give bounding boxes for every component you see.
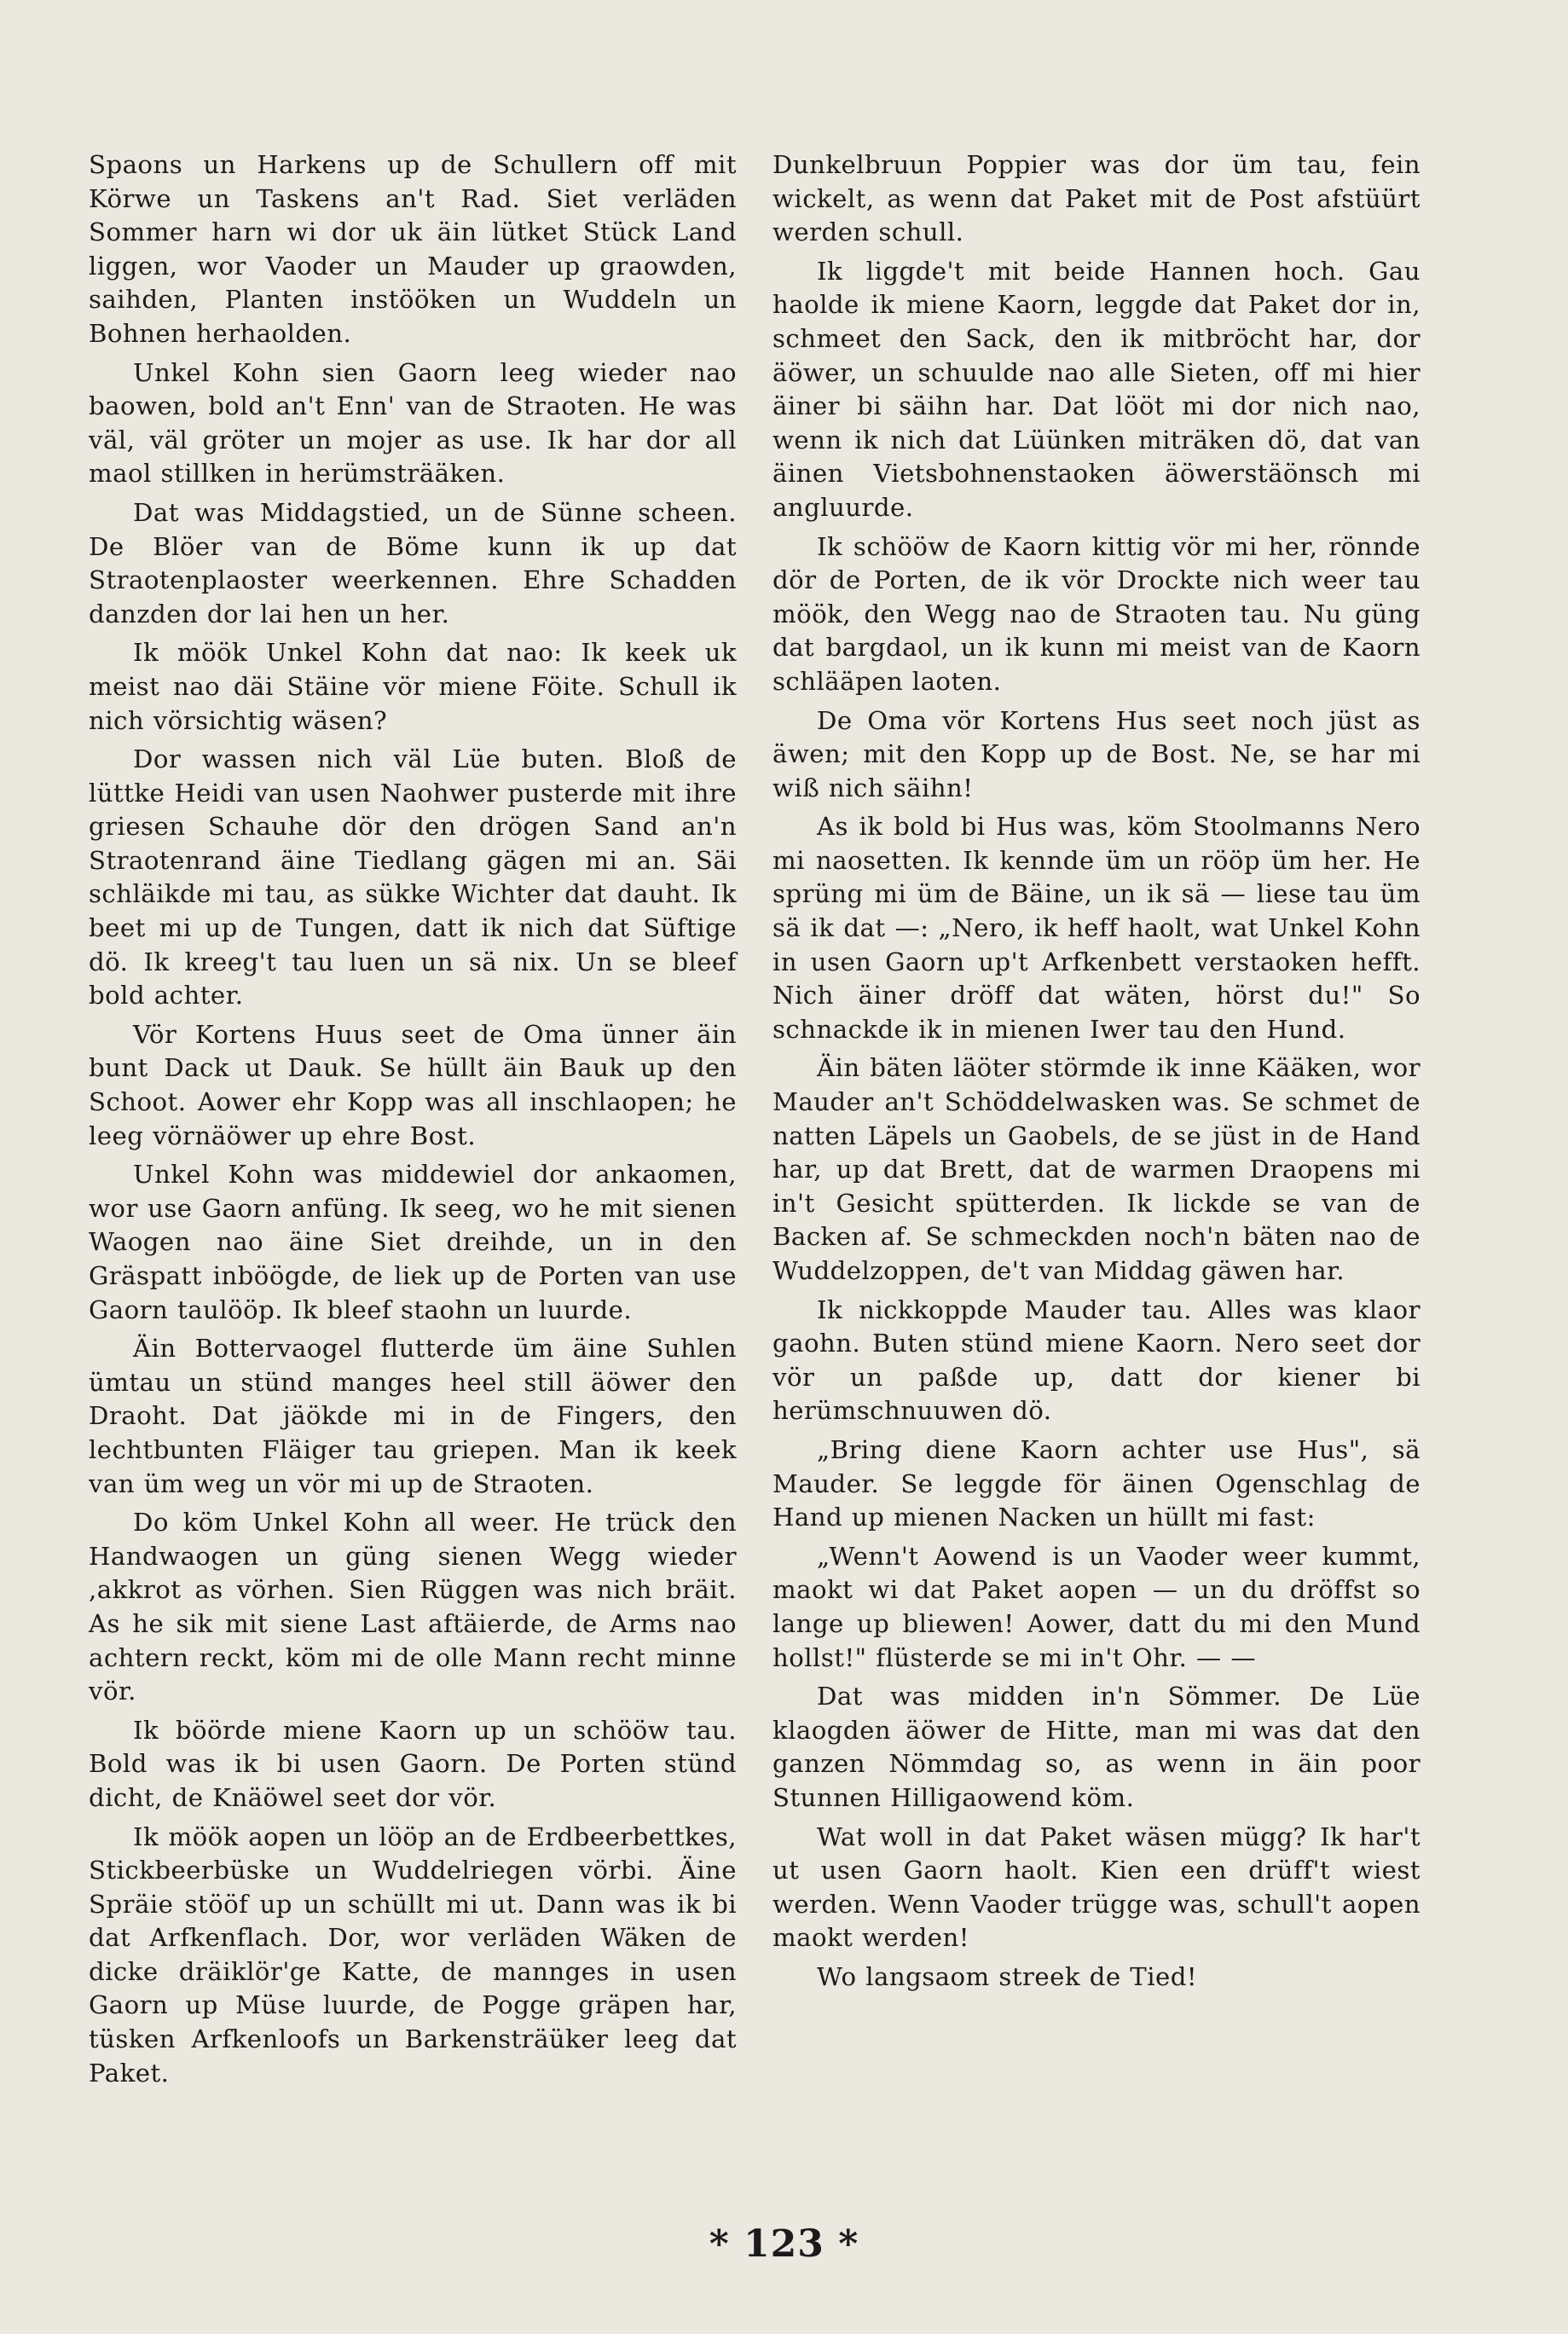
paragraph: Vör Kortens Huus seet de Oma ünner äin bunt Dack ut Dauk. Se hüllt äin Bauk up den Schoot. Aower ehr Kopp was all inschlaopen; he leeg vörnäöwer up ehre Bost.: [89, 1019, 737, 1150]
paragraph: Dat was Middagstied, un de Sünne scheen. De Blöer van de Böme kunn ik up dat Straotenplaoster weerkennen. Ehre Schadden danzden dor lai hen un her.: [89, 497, 737, 628]
paragraph: Dor wassen nich väl Lüe buten. Bloß de lüttke Heidi van usen Naohwer pusterde mit ihre griesen Schauhe dör den drögen Sand an'n Straotenrand äine Tiedlang gägen mi an. Säi schläikde mi tau, as sükke Wichter dat dauht. Ik beet mi up de Tungen, datt ik nich dat Süftige dö. Ik kreeg't tau luen un sä nix. Un se bleef bold achter.: [89, 744, 737, 1011]
page-number: * 123 *: [709, 2222, 859, 2266]
left-text-column: [89, 148, 737, 2095]
paragraph: Do köm Unkel Kohn all weer. He trück den Handwaogen un güng sienen Wegg wieder ,akkrot as vörhen. Sien Rüggen was nich bräit. As he sik mit siene Last aftäierde, de Arms nao achtern reckt, köm mi de olle Mann recht minne vör.: [89, 1508, 737, 1706]
paragraph: „Bring diene Kaorn achter use Hus", sä Mauder. Se leggde för äinen Ogenschlag de Hand up mienen Nacken un hüllt mi fast:: [772, 1434, 1420, 1532]
paragraph: Ik möök Unkel Kohn dat nao: Ik keek uk meist nao däi Stäine vör miene Föite. Schull ik nich vörsichtig wäsen?: [89, 638, 737, 735]
paragraph: Ik liggde't mit beide Hannen hoch. Gau haolde ik miene Kaorn, leggde dat Paket dor in, schmeet den Sack, den ik mitbröcht har, dor äöwer, un schuulde nao alle Sieten, off mi hier äiner bi säihn har. Dat lööt mi dor nich nao, wenn ik nich dat Lüünken miträken dö, dat van äinen Vietsbohnenstaoken äöwerstäönsch mi angluurde.: [772, 256, 1420, 522]
paragraph: Unkel Kohn was middewiel dor ankaomen, wor use Gaorn anfüng. Ik seeg, wo he mit sienen Waogen nao äine Siet dreihde, un in den Gräspatt inböögde, de liek up de Porten van use Gaorn taulööp. Ik bleef staohn un luurde.: [89, 1160, 737, 1324]
paragraph: Ik möök aopen un lööp an de Erdbeerbettkes, Stickbeerbüske un Wuddelriegen vörbi. Äine Spräie stööf up un schüllt mi ut. Dann was ik bi dat Arfkenflach. Dor, wor verläden Wäken de dicke dräiklör'ge Katte, de mannges in usen Gaorn up Müse luurde, de Pogge gräpen har, tüsken Arfkenloofs un Barkensträüker leeg dat Paket.: [89, 1821, 737, 2088]
paragraph: De Oma vör Kortens Hus seet noch jüst as äwen; mit den Kopp up de Bost. Ne, se har mi wiß nich säihn!: [772, 705, 1420, 802]
paragraph: Dat was midden in'n Sömmer. De Lüe klaogden äöwer de Hitte, man mi was dat den ganzen Nömmdag so, as wenn in äin poor Stunnen Hilligaowend köm.: [772, 1682, 1420, 1812]
paragraph: Ik nickkoppde Mauder tau. Alles was klaor gaohn. Buten stünd miene Kaorn. Nero seet dor vör un paßde up, datt dor kiener bi herümschnuuwen dö.: [772, 1294, 1420, 1426]
paragraph: Äin Bottervaogel flutterde üm äine Suhlen ümtau un stünd manges heel still äöwer den Draoht. Dat jäökde mi in de Fingers, den lechtbunten Fläiger tau griepen. Man ik keek van üm weg un vör mi up de Straoten.: [89, 1334, 737, 1498]
paragraph: As ik bold bi Hus was, köm Stoolmanns Nero mi naosetten. Ik kennde üm un rööp üm her. He sprüng mi üm de Bäine, un ik sä — liese tau üm sä ik dat —: „Nero, ik heff haolt, wat Unkel Kohn in usen Gaorn up't Arfkenbett verstaoken hefft. Nich äiner dröff dat wäten, hörst du!" So schnackde ik in mienen Iwer tau den Hund.: [772, 812, 1420, 1044]
paragraph: Äin bäten läöter störmde ik inne Kääken, wor Mauder an't Schöddelwasken was. Se schmet de natten Läpels un Gaobels, de se jüst in de Hand har, up dat Brett, dat de warmen Draopens mi in't Gesicht spütterden. Ik lickde se van de Backen af. Se schmeckden noch'n bäten nao de Wuddelzoppen, de't van Middag gäwen har.: [772, 1053, 1420, 1285]
paragraph: Unkel Kohn sien Gaorn leeg wieder nao baowen, bold an't Enn' van de Straoten. He was väl, väl gröter un mojer as use. Ik har dor all maol stillken in herümsträäken.: [89, 357, 737, 489]
paragraph: Ik böörde miene Kaorn up un schööw tau. Bold was ik bi usen Gaorn. De Porten stünd dicht, de Knäöwel seet dor vör.: [89, 1715, 737, 1812]
paragraph: Ik schööw de Kaorn kittig vör mi her, rönnde dör de Porten, de ik vör Drockte nich weer tau möök, den Wegg nao de Straoten tau. Nu güng dat bargdaol, un ik kunn mi meist van de Kaorn schlääpen laoten.: [772, 531, 1420, 696]
paragraph: Dunkelbruun Poppier was dor üm tau, fein wickelt, as wenn dat Paket mit de Post afstüürt werden schull.: [772, 150, 1420, 247]
paragraph: Wat woll in dat Paket wäsen mügg? Ik har't ut usen Gaorn haolt. Kien een drüff't wiest werden. Wenn Vaoder trügge was, schull't aopen maokt werden!: [772, 1821, 1420, 1953]
paragraph: „Wenn't Aowend is un Vaoder weer kummt, maokt wi dat Paket aopen — un du dröffst so lange up bliewen! Aower, datt du mi den Mund hollst!" flüsterde se mi in't Ohr. — —: [772, 1541, 1420, 1672]
right-text-column: [772, 148, 1420, 1999]
paragraph: Wo langsaom streek de Tied!: [817, 1961, 1198, 1991]
paragraph: Spaons un Harkens up de Schullern off mit Körwe un Taskens an't Rad. Siet verläden Sommer harn wi dor uk äin lütket Stück Land liggen, wor Vaoder un Mauder up graowden, saihden, Planten instööken un Wuddeln un Bohnen herhaolden.: [89, 150, 737, 348]
